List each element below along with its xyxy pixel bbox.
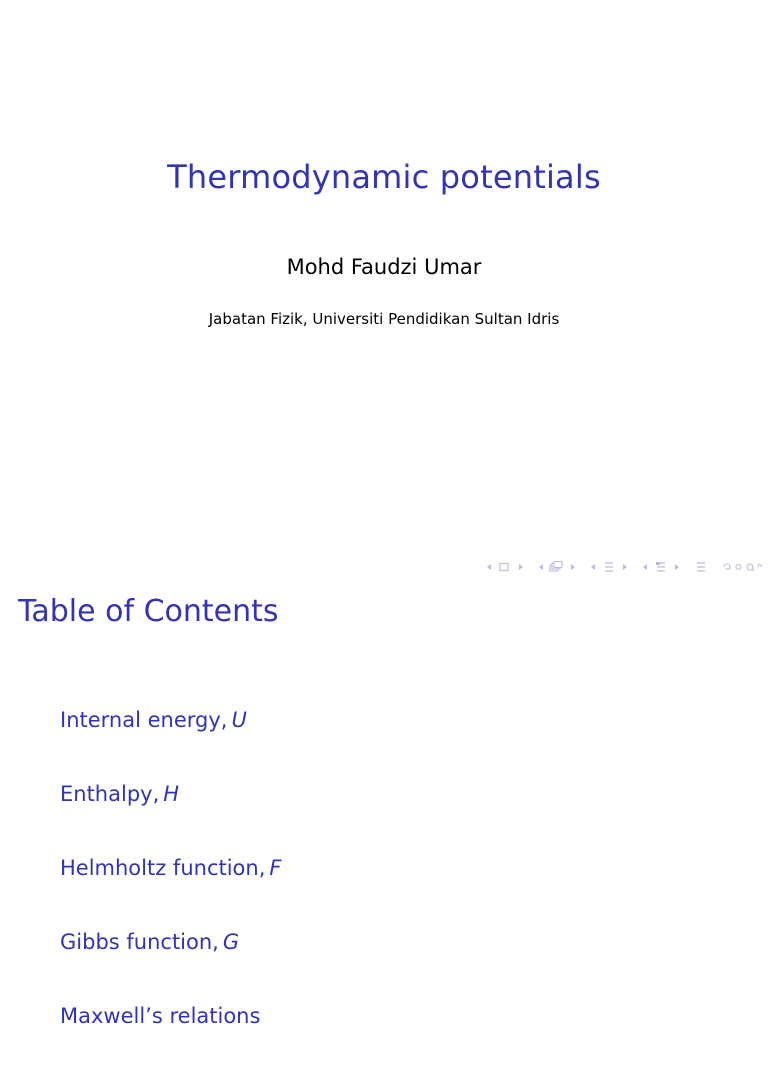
toc-item-label: Helmholtz function, <box>60 856 266 880</box>
toc-item-label: Internal energy, <box>60 708 228 732</box>
toc-item-symbol: F <box>269 856 282 880</box>
toc-item-label: Gibbs function, <box>60 930 219 954</box>
subsection-nav-icon[interactable] <box>538 561 576 573</box>
toc-item-label: Enthalpy, <box>60 782 160 806</box>
outline-icon[interactable] <box>694 561 708 573</box>
toc-item-gibbs-function[interactable] <box>60 930 281 1004</box>
author-name: Mohd Faudzi Umar <box>286 255 482 279</box>
toc-heading: Table of Contents <box>18 594 279 629</box>
toc-item-symbol: G <box>222 930 240 954</box>
presentation-nav-icon[interactable] <box>642 561 680 573</box>
toc-item-enthalpy[interactable] <box>60 782 281 856</box>
presentation-title: Thermodynamic potentials <box>167 158 601 196</box>
toc-item-label: Maxwell’s relations <box>60 1004 261 1028</box>
frame-nav-icon[interactable] <box>486 561 524 573</box>
toc-item-symbol: H <box>163 782 180 806</box>
search-icon[interactable] <box>722 561 762 573</box>
toc-item-internal-energy[interactable] <box>60 708 281 782</box>
toc-item-maxwell-relations[interactable] <box>60 1004 281 1078</box>
institute-name: Jabatan Fizik, Universiti Pendidikan Sultan Idris <box>208 310 560 328</box>
beamer-navigation-bar <box>472 559 762 575</box>
section-nav-icon[interactable] <box>590 561 628 573</box>
toc-item-symbol: U <box>231 708 247 732</box>
toc-slide <box>0 580 768 1028</box>
toc-list <box>60 708 281 1078</box>
toc-item-helmholtz-function[interactable] <box>60 856 281 930</box>
